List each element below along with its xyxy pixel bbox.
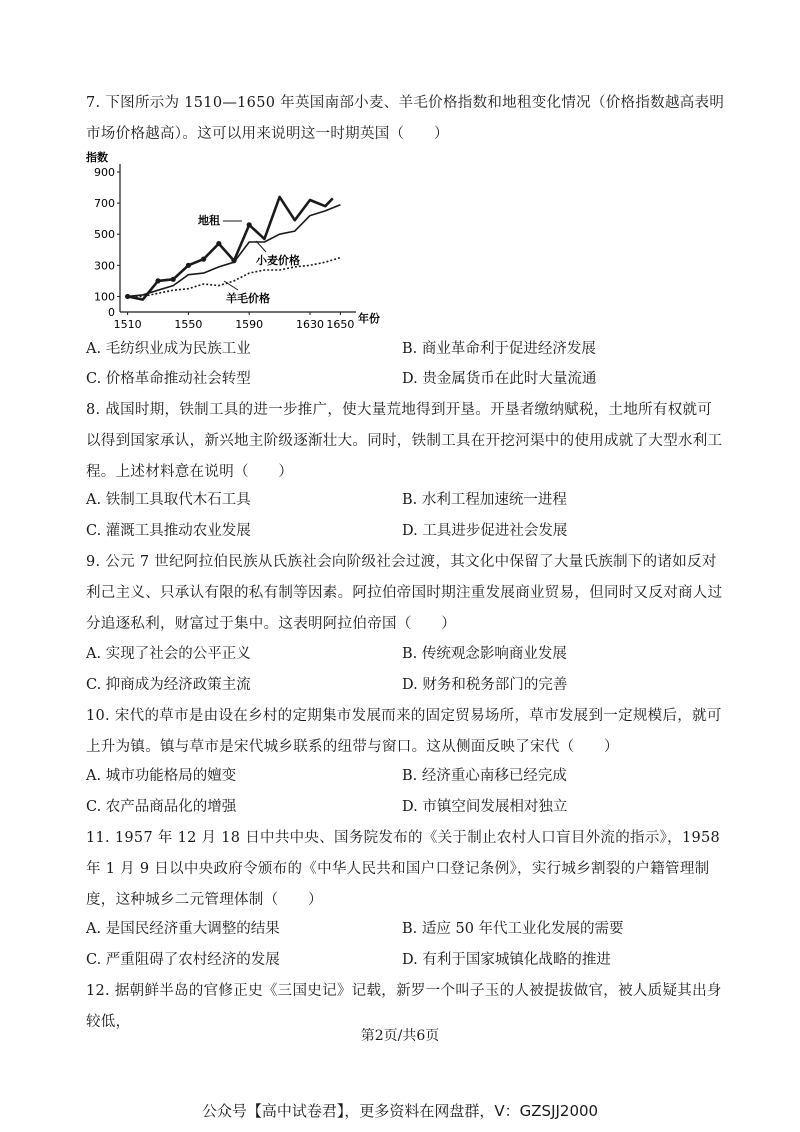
q11-option-a[interactable]: A. 是国民经济重大调整的结果 (86, 921, 280, 937)
q8-option-a[interactable]: A. 铁制工具取代木石工具 (86, 492, 251, 508)
q9-option-d[interactable]: D. 财务和税务部门的完善 (402, 677, 568, 693)
y-tick-label-100: 100 (94, 290, 115, 304)
series-label-wheat: 小麦价格 (256, 254, 300, 267)
y-tick-label-700: 700 (94, 197, 115, 211)
rent-point-1530 (155, 278, 160, 283)
q9-option-c[interactable]: C. 抑商成为经济政策主流 (86, 677, 251, 693)
y-tick-label-900: 900 (94, 166, 115, 179)
q8-option-b[interactable]: B. 水利工程加速统一进程 (402, 492, 567, 508)
question-12-text: 12. 据朝鲜半岛的官修正史《三国史记》记载，新罗一个叫子玉的人被提拔做官，被人质疑其出身较低， (86, 983, 722, 1030)
x-tick-label-1650: 1650 (326, 318, 355, 331)
chart-series (125, 197, 340, 300)
question-8-text: 8. 战国时期，铁制工具的进一步推广，使大量荒地得到开垦。开垦者缴纳赋税，土地所有权就可以得到国家承认，新兴地主阶级逐渐壮大。同时，铁制工具在开挖河渠中的使用成就了大型水利工程。上述材料意在说明（ ） (86, 402, 723, 480)
chart-ylabel: 指数 (86, 151, 108, 164)
rent-point-1540 (171, 277, 176, 282)
q7-option-d[interactable]: D. 贵金属货币在此时大量流通 (402, 371, 597, 387)
q9-option-a[interactable]: A. 实现了社会的公平正义 (86, 646, 251, 662)
y-tick-label-0: 0 (108, 306, 115, 319)
q10-option-b[interactable]: B. 经济重心南移已经完成 (402, 768, 567, 784)
footer-advert: 公众号【高中试卷君】，更多资料在网盘群，V：GZSJJ2000 (201, 1102, 599, 1120)
q10-option-d[interactable]: D. 市镇空间发展相对独立 (402, 799, 568, 815)
question-7-text: 7. 下图所示为 1510—1650 年英国南部小麦、羊毛价格指数和地租变化情况（价格指数越高表明市场价格越高）。这可以用来说明这一时期英国（ ） (86, 95, 725, 142)
x-tick-label-1550: 1550 (174, 318, 203, 331)
q11-option-c[interactable]: C. 严重阻碍了农村经济的发展 (86, 952, 280, 968)
y-tick-label-300: 300 (94, 259, 115, 273)
q7-option-c[interactable]: C. 价格革命推动社会转型 (86, 371, 251, 387)
series-label-wool: 羊毛价格 (226, 292, 270, 305)
question-9-text: 9. 公元 7 世纪阿拉伯民族从氏族社会向阶级社会过渡，其文化中保留了大量氏族制下的诸如反对利己主义、只承认有限的私有制等因素。阿拉伯帝国时期注重发展商业贸易，但同时又反对商人过分追逐私利，财富过于集中。这表明阿拉伯帝国（ ） (86, 554, 723, 632)
q10-option-a[interactable]: A. 城市功能格局的嬗变 (86, 768, 237, 784)
series-label-rent: 地租 (198, 214, 220, 227)
y-tick-label-500: 500 (94, 228, 115, 242)
q8-option-c[interactable]: C. 灌溉工具推动农业发展 (86, 523, 251, 539)
series-line-2 (128, 258, 341, 297)
page-number: 第2页/共6页 (360, 1028, 440, 1044)
q10-option-c[interactable]: C. 农产品商品化的增强 (86, 799, 237, 815)
rent-point-1590 (247, 222, 252, 227)
q7-option-a[interactable]: A. 毛纺织业成为民族工业 (86, 341, 251, 357)
rent-point-1560 (201, 257, 206, 262)
x-tick-label-1630: 1630 (296, 318, 324, 331)
x-tick-label-1590: 1590 (235, 318, 264, 331)
q11-option-d[interactable]: D. 有利于国家城镇化战略的推进 (402, 952, 611, 968)
chart-xlabel: 年份 (358, 312, 380, 325)
q11-option-b[interactable]: B. 适应 50 年代工业化发展的需要 (402, 921, 624, 937)
rent-point-1550 (186, 263, 191, 268)
x-tick-label-1510: 1510 (113, 318, 142, 331)
rent-point-1570 (216, 241, 221, 246)
series-line-0 (128, 197, 333, 300)
q7-option-b[interactable]: B. 商业革命利于促进经济发展 (402, 341, 596, 357)
question-11-text: 11. 1957 年 12 月 18 日中共中央、国务院发布的《关于制止农村人口盲目外流的指示》，1958 年 1 月 9 日以中央政府令颁布的《中华人民共和国户口登记条例》，实行城乡割裂的户籍管理制度，这种城乡二元管理体制（ ） (86, 830, 721, 908)
price-index-chart (86, 148, 386, 338)
q8-option-d[interactable]: D. 工具进步促进社会发展 (402, 523, 568, 539)
question-10-text: 10. 宋代的草市是由设在乡村的定期集市发展而来的固定贸易场所，草市发展到一定规模后，就可上升为镇。镇与草市是宋代城乡联系的纽带与窗口。这从侧面反映了宋代（ ） (86, 708, 722, 755)
q9-option-b[interactable]: B. 传统观念影响商业发展 (402, 646, 567, 662)
